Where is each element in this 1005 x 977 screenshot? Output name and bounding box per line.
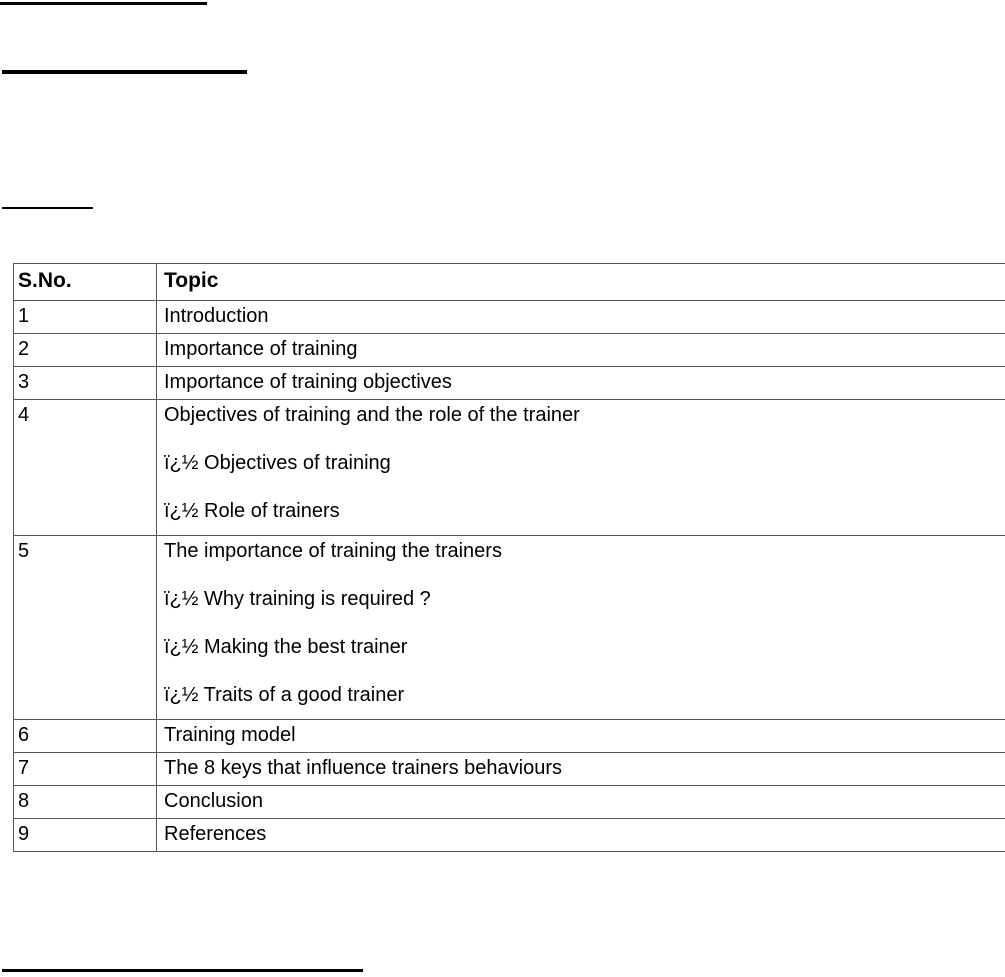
- table-header-row: [14, 264, 1005, 301]
- table-body: [14, 301, 1005, 852]
- table-row: [14, 367, 1005, 400]
- cell-serial-number: 4: [14, 400, 157, 536]
- cell-topic: [157, 786, 1005, 819]
- topic-title: Objectives of training and the role of the trainer: [164, 404, 580, 427]
- footnote-separator-rule: [2, 969, 363, 972]
- table-row: [14, 753, 1005, 786]
- horizontal-rule-third: [2, 207, 93, 209]
- topic-title: The importance of training the trainers: [164, 540, 502, 563]
- table-row: [14, 301, 1005, 334]
- topic-subitem: ï¿½ Why training is required ?: [164, 588, 431, 611]
- topic-subitem: ï¿½ Making the best trainer: [164, 636, 408, 659]
- topic-subitem: ï¿½ Role of trainers: [164, 500, 340, 523]
- topic-title: Importance of training objectives: [164, 371, 452, 394]
- table-of-contents: [13, 263, 1005, 852]
- cell-serial-number: 1: [14, 301, 157, 334]
- cell-serial-number: 8: [14, 786, 157, 819]
- column-header-sno: S.No.: [14, 264, 157, 301]
- cell-topic: [157, 400, 1005, 536]
- cell-serial-number: 3: [14, 367, 157, 400]
- table-row: [14, 400, 1005, 536]
- topic-title: Importance of training: [164, 338, 358, 361]
- cell-serial-number: 6: [14, 720, 157, 753]
- cell-topic: [157, 819, 1005, 852]
- horizontal-rule-top: [0, 2, 207, 5]
- topic-title: Conclusion: [164, 790, 263, 813]
- cell-serial-number: 7: [14, 753, 157, 786]
- topic-subitem: ï¿½ Traits of a good trainer: [164, 684, 405, 707]
- cell-topic: [157, 367, 1005, 400]
- cell-topic: [157, 753, 1005, 786]
- cell-serial-number: 2: [14, 334, 157, 367]
- table-row: [14, 786, 1005, 819]
- cell-topic: [157, 301, 1005, 334]
- table-row: [14, 720, 1005, 753]
- table-row: [14, 819, 1005, 852]
- cell-topic: [157, 536, 1005, 720]
- topic-title: References: [164, 823, 267, 846]
- topic-subitem: ï¿½ Objectives of training: [164, 452, 391, 475]
- column-header-topic: Topic: [157, 264, 1005, 301]
- topic-title: The 8 keys that influence trainers behaviours: [164, 757, 562, 780]
- table-row: [14, 536, 1005, 720]
- cell-topic: [157, 334, 1005, 367]
- cell-topic: [157, 720, 1005, 753]
- table-row: [14, 334, 1005, 367]
- cell-serial-number: 5: [14, 536, 157, 720]
- cell-serial-number: 9: [14, 819, 157, 852]
- topic-title: Introduction: [164, 305, 269, 328]
- topic-title: Training model: [164, 724, 296, 747]
- horizontal-rule-second: [2, 70, 247, 74]
